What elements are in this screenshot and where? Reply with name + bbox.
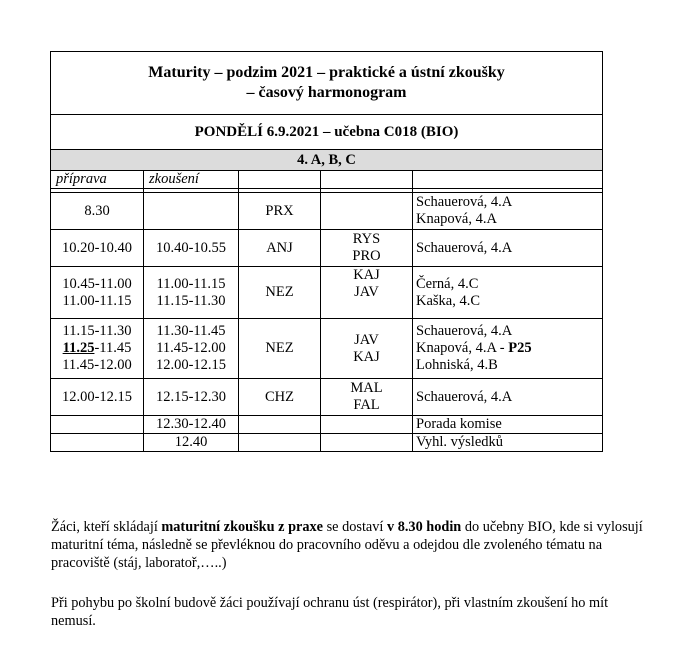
exam-cell: 12.30-12.40	[144, 416, 239, 434]
prep-time: 8.30	[84, 202, 110, 219]
subject-cell: NEZ	[239, 267, 321, 319]
table-row	[51, 379, 603, 416]
classes-heading: 4. A, B, C	[51, 150, 603, 171]
exam-time: 11.00-11.15	[156, 275, 226, 292]
teacher: JAV	[354, 331, 379, 348]
exam-time: 11.15-11.30	[156, 292, 226, 309]
teacher: KAJ	[353, 348, 380, 365]
prep-cell	[51, 319, 144, 379]
table-row	[51, 267, 603, 319]
note-paragraph-2: Při pohybu po školní budově žáci používají ochranu úst (respirátor), při vlastním zkoušení ho mít nemusí.	[51, 595, 609, 629]
teachers-cell	[321, 193, 413, 230]
day-heading: PONDĚLÍ 6.9.2021 – učebna C018 (BIO)	[51, 115, 603, 150]
teacher: FAL	[353, 397, 380, 413]
student: Lohniská, 4.B	[416, 357, 498, 373]
prep-time: 10.45-11.00	[62, 275, 132, 292]
student: Schauerová, 4.A	[416, 323, 513, 339]
teachers-cell	[321, 267, 413, 319]
prep-time: 11.45-12.00	[62, 357, 132, 373]
students-cell: Schauerová, 4.A	[413, 379, 603, 416]
schedule-table	[50, 51, 603, 452]
schedule-title	[51, 52, 603, 115]
prep-cell	[51, 193, 144, 230]
teachers-cell	[321, 319, 413, 379]
teacher: PRO	[352, 248, 381, 264]
prep-time: 11.00-11.15	[62, 292, 132, 309]
teachers-cell	[321, 416, 413, 434]
note-emphasis: v 8.30 hodin	[386, 519, 462, 535]
note-text: se dostaví	[323, 519, 387, 535]
prep-cell: 10.20-10.40	[51, 230, 144, 267]
prep-time-highlight: 11.25	[62, 340, 95, 356]
title-line-2: – časový harmonogram	[246, 84, 407, 101]
exam-cell: 12.40	[144, 434, 239, 452]
students-cell	[413, 267, 603, 319]
student: Schauerová, 4.A	[416, 194, 513, 210]
students-cell: Schauerová, 4.A	[413, 230, 603, 267]
table-row	[51, 230, 603, 267]
student: Kaška, 4.C	[416, 292, 481, 309]
note-emphasis: maturitní zkoušku z praxe	[161, 519, 324, 535]
exam-cell	[144, 319, 239, 379]
subject-cell: PRX	[239, 193, 321, 230]
teacher: RYS	[352, 231, 381, 247]
student: Knapová, 4.A	[416, 211, 497, 227]
exam-time: 11.45-12.00	[156, 340, 226, 356]
prep-time	[54, 340, 140, 357]
teacher: JAV	[354, 284, 379, 300]
exam-time: 11.30-11.45	[156, 323, 226, 339]
exam-time: 12.00-12.15	[155, 357, 227, 373]
table-row	[51, 434, 603, 452]
student-note: P25	[508, 340, 532, 356]
prep-cell	[51, 434, 144, 452]
exam-cell	[144, 193, 239, 230]
prep-cell: 12.00-12.15	[51, 379, 144, 416]
exam-cell: 12.15-12.30	[144, 379, 239, 416]
students-cell	[413, 319, 603, 379]
table-row	[51, 193, 603, 230]
prep-time-rest: -11.45	[94, 340, 132, 356]
student-name: Knapová, 4.A -	[416, 340, 509, 356]
teachers-cell	[321, 379, 413, 416]
title-line-1: Maturity – podzim 2021 – praktické a ústní zkoušky	[148, 64, 505, 81]
students-cell	[413, 193, 603, 230]
student	[416, 340, 599, 357]
header-priprava: příprava	[51, 171, 144, 189]
prep-cell	[51, 416, 144, 434]
note-text: do učebny BIO, kde si vylosují maturitní téma, následně se převléknou do pracovního oděvu a odejdou dle zvoleného tématu na pracoviště (stáj, laboratoř,…..)	[51, 519, 643, 571]
subject-cell: CHZ	[239, 379, 321, 416]
table-row	[51, 319, 603, 379]
exam-cell	[144, 267, 239, 319]
table-row	[51, 416, 603, 434]
teachers-cell	[321, 230, 413, 267]
header-zkouseni: zkoušení	[144, 171, 239, 189]
teacher: KAJ	[353, 267, 380, 283]
header-empty-3	[413, 171, 603, 189]
subject-cell	[239, 416, 321, 434]
subject-cell: NEZ	[239, 319, 321, 379]
exam-cell: 10.40-10.55	[144, 230, 239, 267]
header-empty-1	[239, 171, 321, 189]
prep-time: 11.15-11.30	[62, 323, 132, 339]
students-cell: Vyhl. výsledků	[413, 434, 603, 452]
teachers-cell	[321, 434, 413, 452]
subject-cell	[239, 434, 321, 452]
note-text: Žáci, kteří skládají	[51, 519, 162, 535]
students-cell: Porada komise	[413, 416, 603, 434]
header-empty-2	[321, 171, 413, 189]
prep-cell	[51, 267, 144, 319]
teacher: MAL	[350, 380, 383, 396]
student: Černá, 4.C	[416, 275, 479, 292]
note-paragraph-1	[51, 518, 651, 572]
subject-cell: ANJ	[239, 230, 321, 267]
